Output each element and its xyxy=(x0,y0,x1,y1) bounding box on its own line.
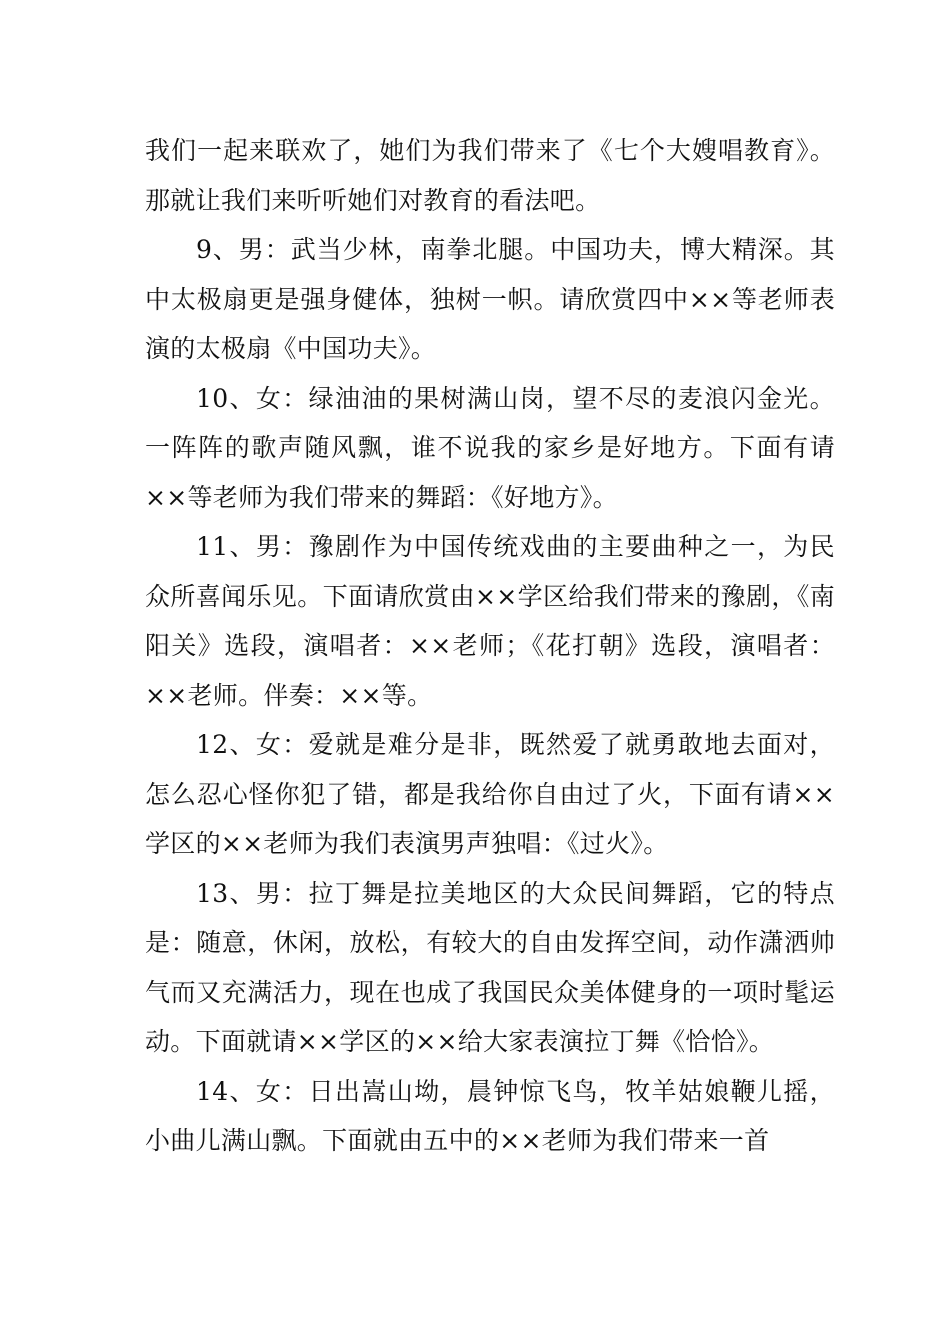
document-body xyxy=(145,126,835,1166)
paragraph-item-12: 12、女：爱就是难分是非，既然爱了就勇敢地去面对，怎么忍心怪你犯了错，都是我给你自由过了火，下面有请××学区的××老师为我们表演男声独唱：《过火》。 xyxy=(145,730,835,858)
paragraph-item-14: 14、女：日出嵩山坳，晨钟惊飞鸟，牧羊姑娘鞭儿摇，小曲儿满山飘。下面就由五中的××老师为我们带来一首 xyxy=(145,1076,835,1155)
paragraph-item-10: 10、女：绿油油的果树满山岗，望不尽的麦浪闪金光。一阵阵的歌声随风飘，谁不说我的家乡是好地方。下面有请××等老师为我们带来的舞蹈：《好地方》。 xyxy=(145,383,835,512)
paragraph-item-9: 9、男：武当少林，南拳北腿。中国功夫，博大精深。其中太极扇更是强身健体，独树一帜。请欣赏四中××等老师表演的太极扇《中国功夫》。 xyxy=(145,235,835,363)
paragraph-item-13: 13、男：拉丁舞是拉美地区的大众民间舞蹈，它的特点是：随意，休闲，放松，有较大的自由发挥空间，动作潇洒帅气而又充满活力，现在也成了我国民众美体健身的一项时髦运动。下面就请××学区的××给大家表演拉丁舞《恰恰》。 xyxy=(145,878,835,1056)
paragraph-item-11: 11、男：豫剧作为中国传统戏曲的主要曲种之一，为民众所喜闻乐见。下面请欣赏由××学区给我们带来的豫剧，《南阳关》选段，演唱者：××老师；《花打朝》选段，演唱者：××老师。伴奏：××等。 xyxy=(145,532,835,710)
paragraph-continuation: 我们一起来联欢了，她们为我们带来了《七个大嫂唱教育》。那就让我们来听听她们对教育的看法吧。 xyxy=(145,136,835,215)
